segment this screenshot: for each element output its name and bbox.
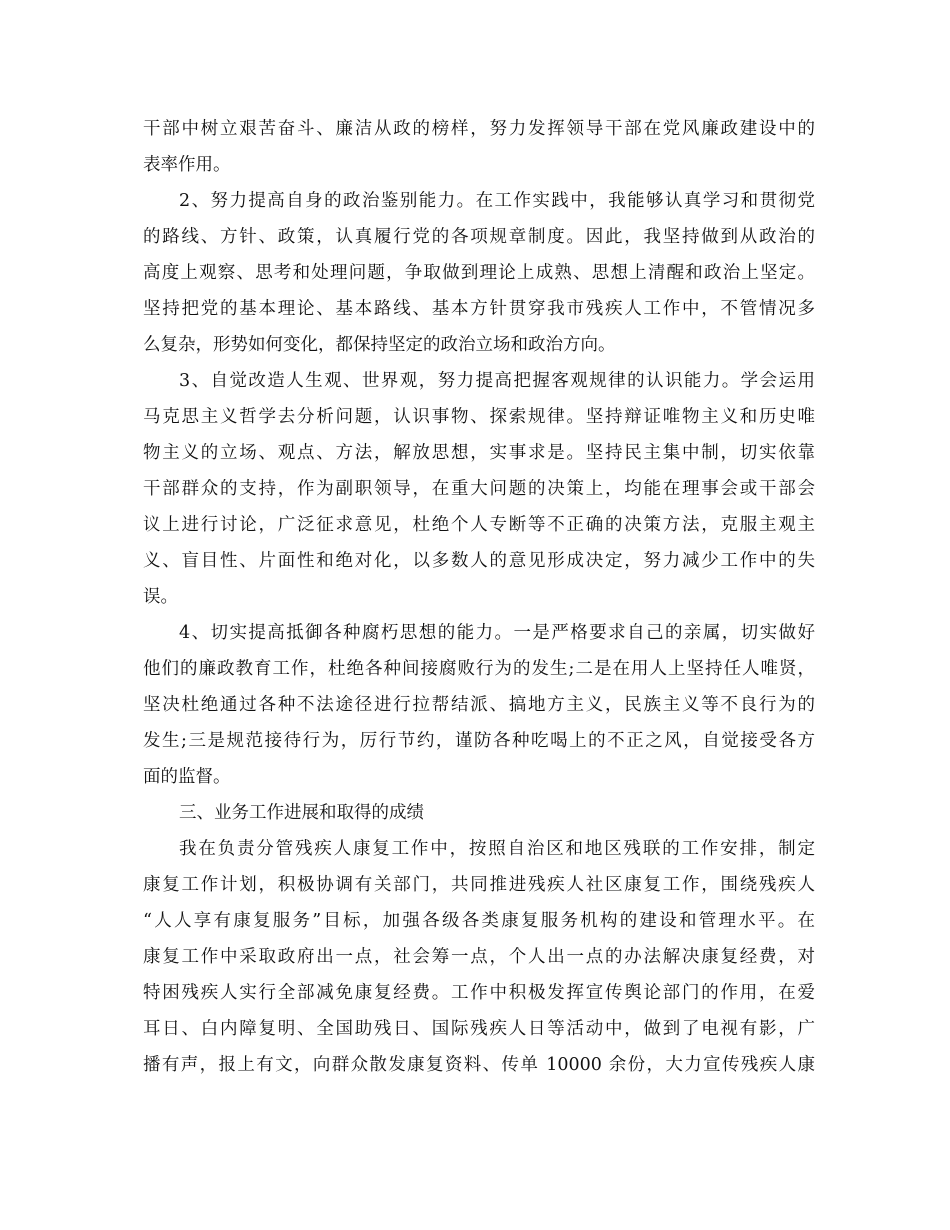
text-line: 耳日、白内障复明、全国助残日、国际残疾人日等活动中，做到了电视有影，广 <box>143 1019 815 1039</box>
section-heading: 三、业务工作进展和取得的成绩 <box>179 803 424 823</box>
text-line: 表率作用。 <box>143 155 231 175</box>
text-line: 误。 <box>143 587 178 607</box>
text-line: 干部中树立艰苦奋斗、廉洁从政的榜样，努力发挥领导干部在党风廉政建设中的 <box>143 119 815 139</box>
text-line: 么复杂，形势如何变化，都保持坚定的政治立场和政治方向。 <box>143 335 616 355</box>
text-line: 我在负责分管残疾人康复工作中，按照自治区和地区残联的工作安排，制定 <box>179 839 815 859</box>
text-line: 义、盲目性、片面性和绝对化，以多数人的意见形成决定，努力减少工作中的失 <box>143 551 815 571</box>
text-line: 马克思主义哲学去分析问题，认识事物、探索规律。坚持辩证唯物主义和历史唯 <box>143 407 815 427</box>
text-line: 议上进行讨论，广泛征求意见，杜绝个人专断等不正确的决策方法，克服主观主 <box>143 515 815 535</box>
text-line: 康复工作计划，积极协调有关部门，共同推进残疾人社区康复工作，围绕残疾人 <box>143 875 815 895</box>
text-line: 4、切实提高抵御各种腐朽思想的能力。一是严格要求自己的亲属，切实做好 <box>179 623 815 643</box>
text-line: 发生;三是规范接待行为，厉行节约，谨防各种吃喝上的不正之风，自觉接受各方 <box>143 731 815 751</box>
text-line: 高度上观察、思考和处理问题，争取做到理论上成熟、思想上清醒和政治上坚定。 <box>143 263 815 283</box>
text-line: 2、努力提高自身的政治鉴别能力。在工作实践中，我能够认真学习和贯彻党 <box>179 191 815 211</box>
text-line: 干部群众的支持，作为副职领导，在重大问题的决策上，均能在理事会或干部会 <box>143 479 815 499</box>
text-line: 特困残疾人实行全部减免康复经费。工作中积极发挥宣传舆论部门的作用，在爱 <box>143 983 815 1003</box>
text-line: 物主义的立场、观点、方法，解放思想，实事求是。坚持民主集中制，切实依靠 <box>143 443 815 463</box>
text-line: 坚持把党的基本理论、基本路线、基本方针贯穿我市残疾人工作中，不管情况多 <box>143 299 815 319</box>
text-line: 的路线、方针、政策，认真履行党的各项规章制度。因此，我坚持做到从政治的 <box>143 227 815 247</box>
text-line: “人人享有康复服务”目标，加强各级各类康复服务机构的建设和管理水平。在 <box>143 911 815 931</box>
text-line: 坚决杜绝通过各种不法途径进行拉帮结派、搞地方主义，民族主义等不良行为的 <box>143 695 815 715</box>
text-line: 康复工作中采取政府出一点，社会筹一点，个人出一点的办法解决康复经费，对 <box>143 947 815 967</box>
text-line: 他们的廉政教育工作，杜绝各种间接腐败行为的发生;二是在用人上坚持任人唯贤， <box>143 659 815 679</box>
text-line: 3、自觉改造人生观、世界观，努力提高把握客观规律的认识能力。学会运用 <box>179 371 815 391</box>
text-line: 播有声，报上有文，向群众散发康复资料、传单 10000 余份，大力宣传残疾人康 <box>143 1055 815 1075</box>
text-line: 面的监督。 <box>143 767 231 787</box>
